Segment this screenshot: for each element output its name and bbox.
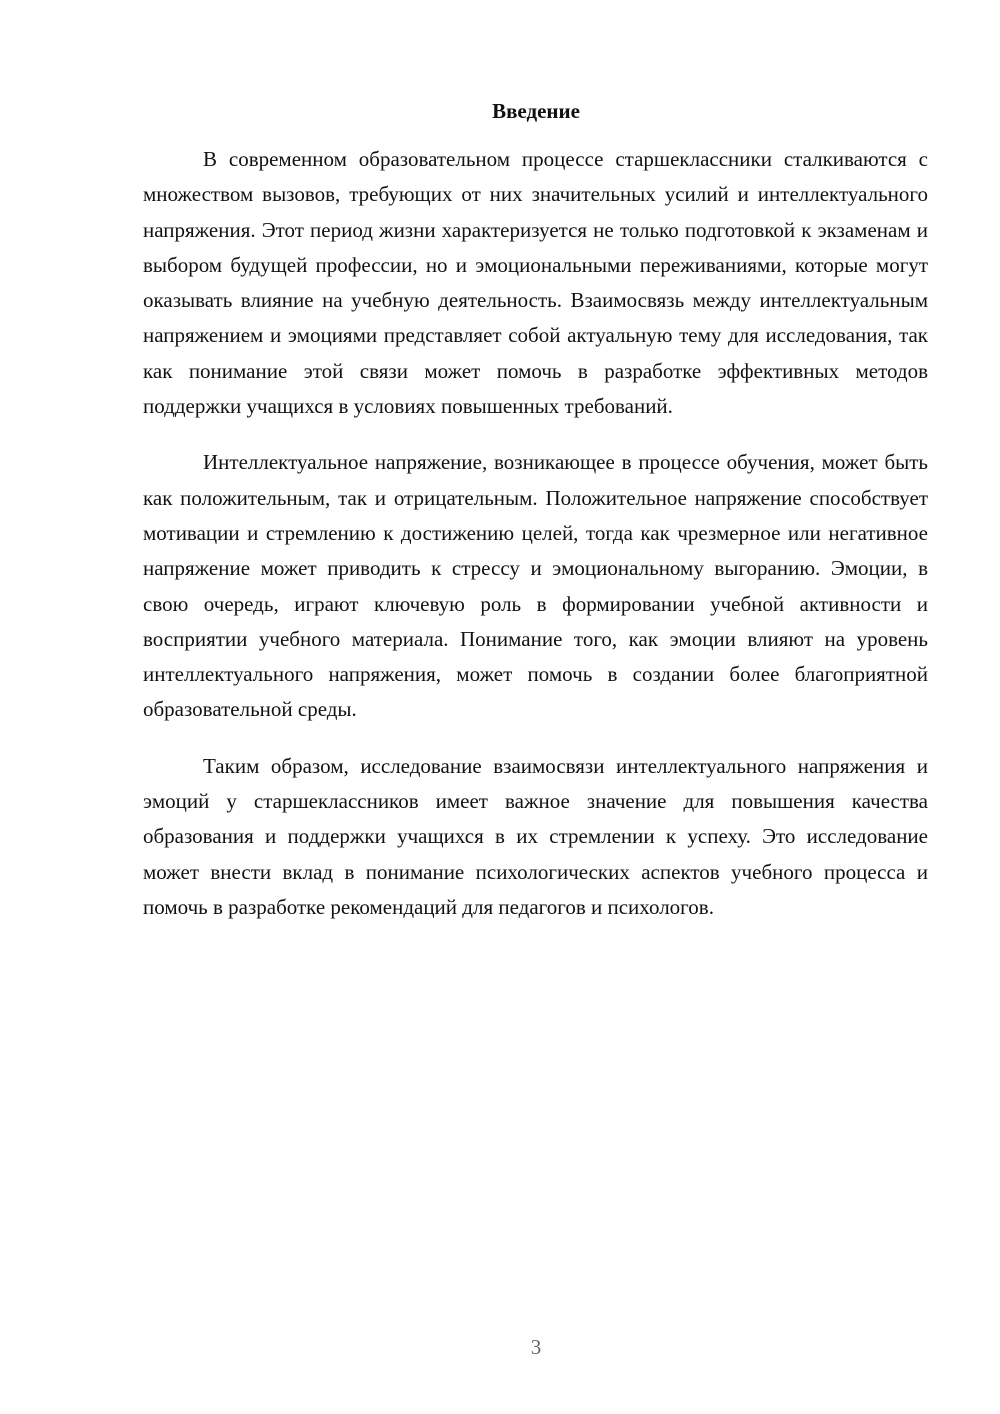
paragraph: В современном образовательном процессе старшеклассники сталкиваются с множеством вызовов, требующих от них значительных усилий и интеллектуального напряжения. Этот период жизни характеризуется не только подготовкой к экзаменам и выбором будущей профессии, но и эмоциональными переживаниями, которые могут оказывать влияние на учебную деятельность. Взаимосвязь между интеллектуальным напряжением и эмоциями представляет собой актуальную тему для исследования, так как понимание этой связи может помочь в разработке эффективных методов поддержки учащихся в условиях повышенных требований. (143, 147, 928, 419)
paragraph: Интеллектуальное напряжение, возникающее в процессе обучения, может быть как положительным, так и отрицательным. Положительное напряжение способствует мотивации и стремлению к достижению целей, тогда как чрезмерное или негативное напряжение может приводить к стрессу и эмоциональному выгоранию. Эмоции, в свою очередь, играют ключевую роль в формировании учебной активности и восприятии учебного материала. Понимание того, как эмоции влияют на уровень интеллектуального напряжения, может помочь в создании более благоприятной образовательной среды. (143, 450, 928, 722)
section-title: Введение (492, 99, 580, 123)
page-number: 3 (530, 1335, 542, 1359)
body-text (143, 142, 928, 925)
paragraph: Таким образом, исследование взаимосвязи интеллектуального напряжения и эмоций у старшеклассников имеет важное значение для повышения качества образования и поддержки учащихся в их стремлении к успеху. Это исследование может внести вклад в понимание психологических аспектов учебного процесса и помочь в разработке рекомендаций для педагогов и психологов. (143, 753, 928, 919)
